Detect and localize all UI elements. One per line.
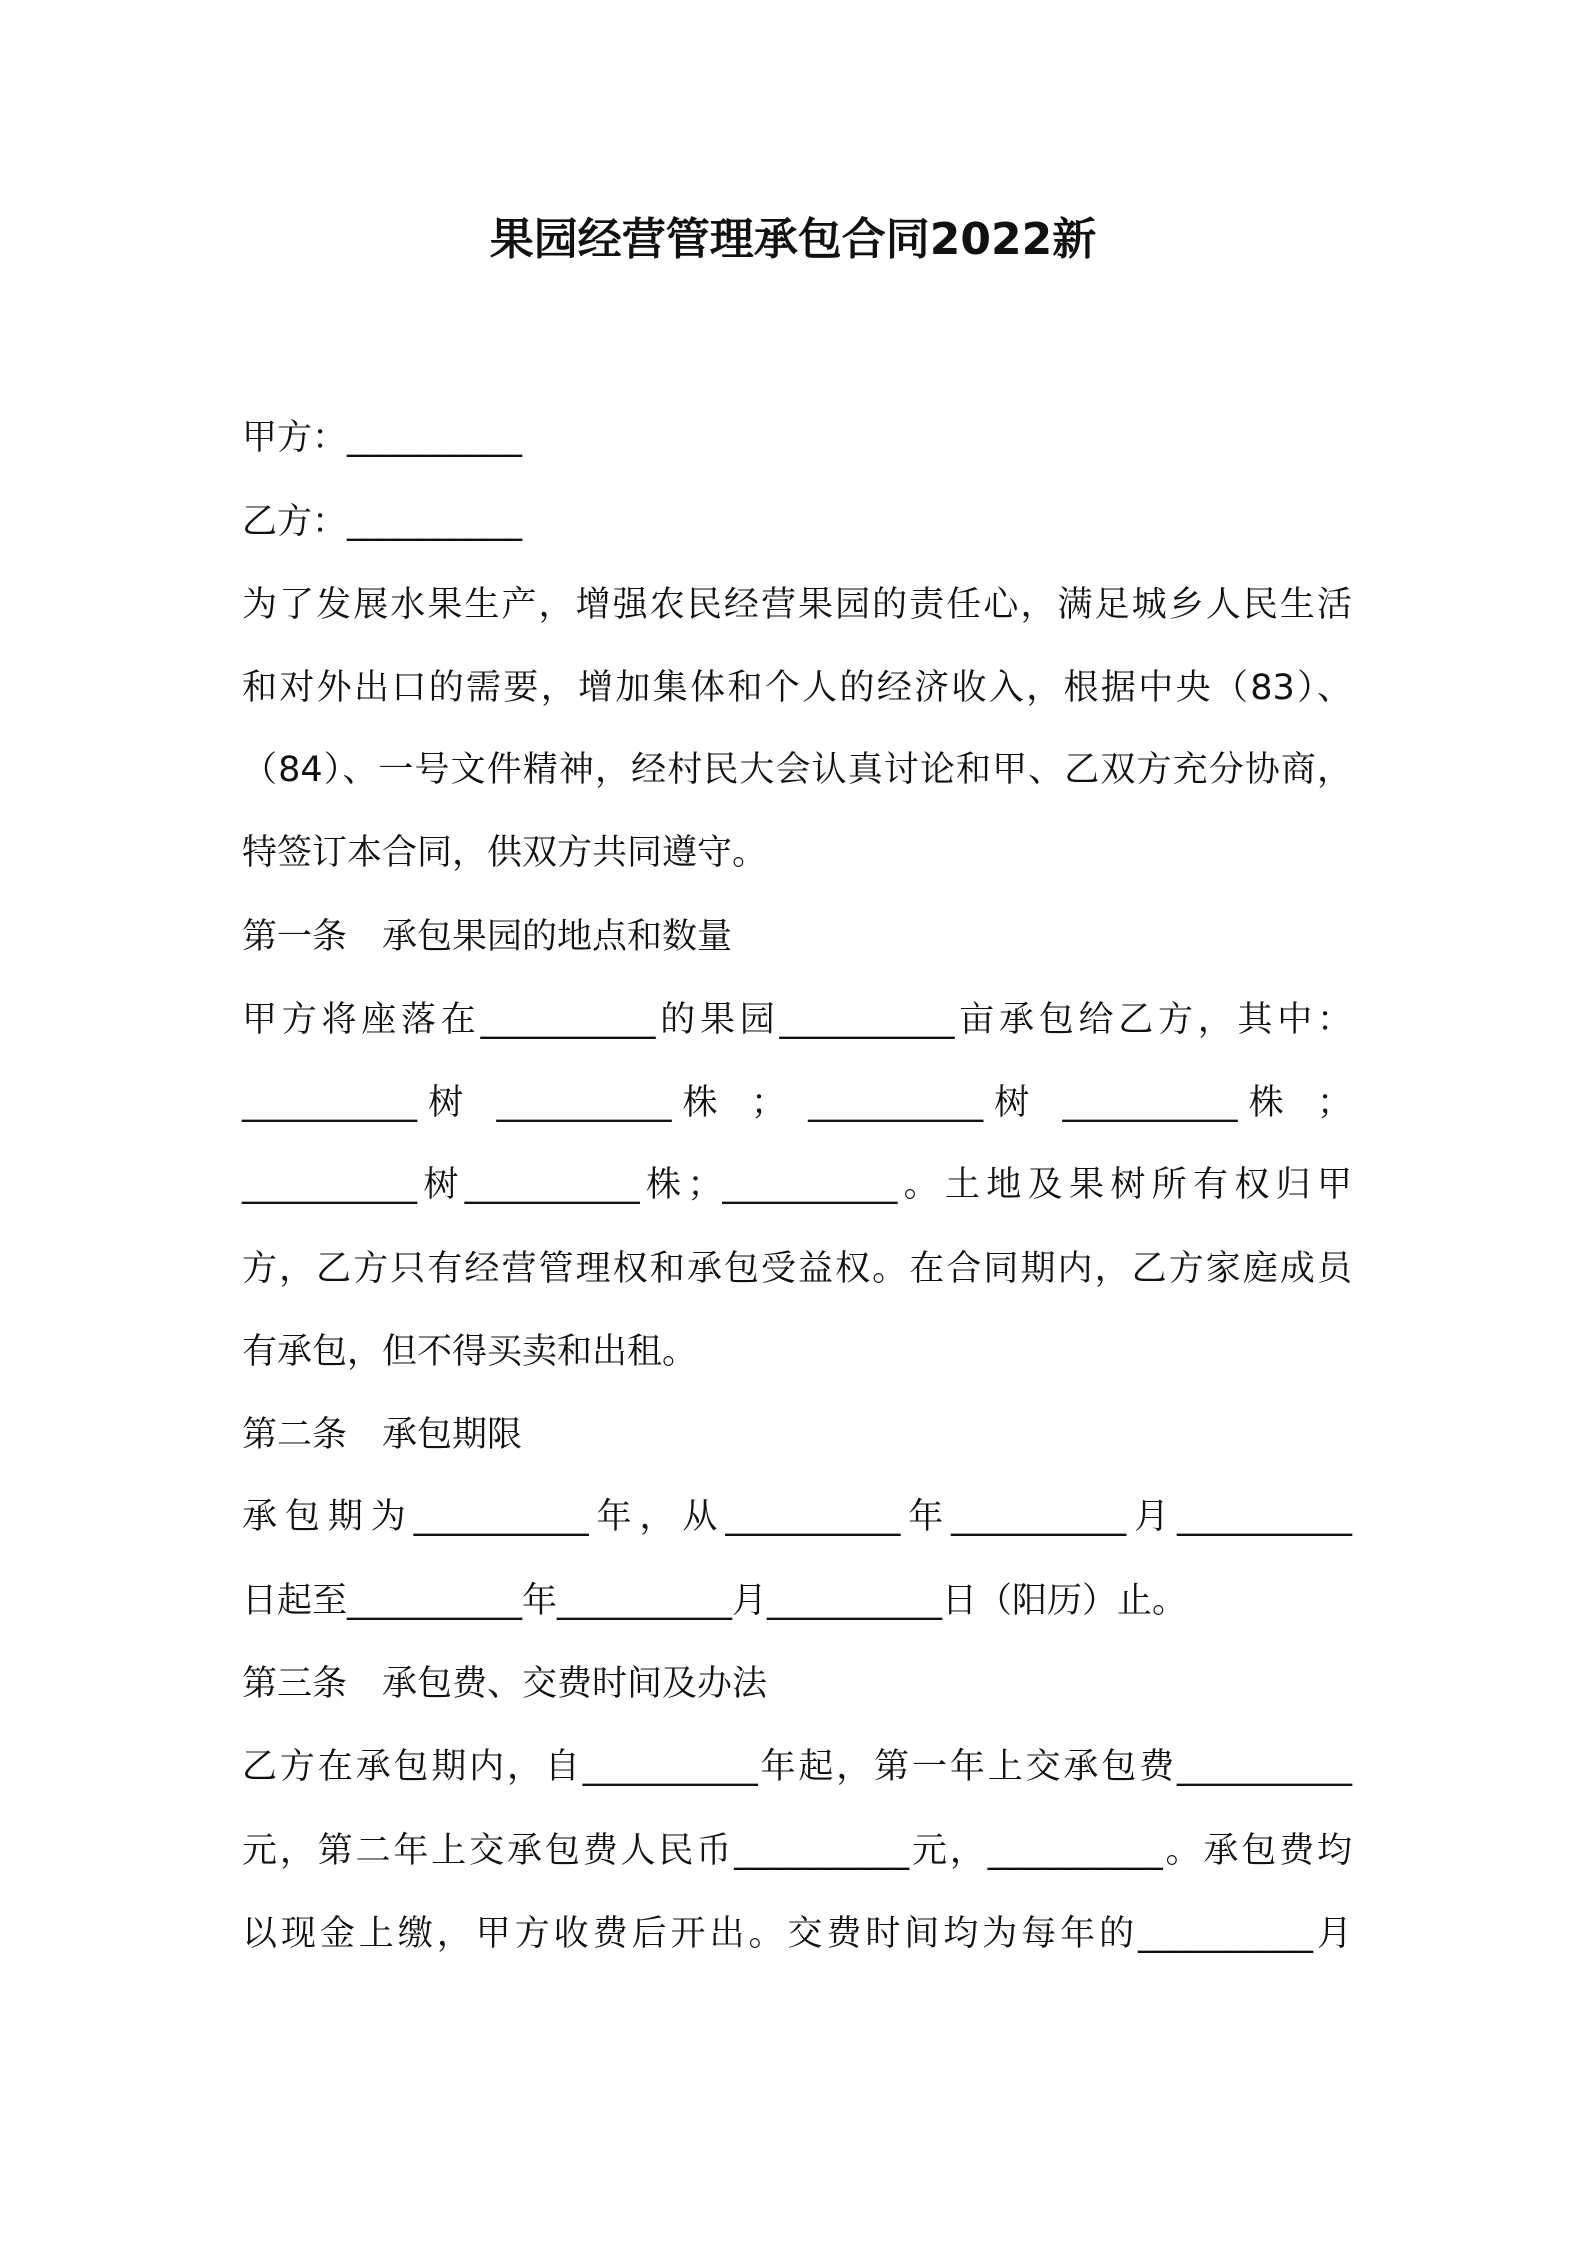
article-1-line: 甲方将座落在__________的果园__________亩承包给乙方，其中：	[242, 1000, 1352, 1040]
preamble-line: （84）、一号文件精神，经村民大会认真讨论和甲、乙双方充分协商，	[242, 750, 1352, 790]
preamble-line: 特签订本合同，供双方共同遵守。	[242, 833, 768, 873]
article-3-line: 乙方在承包期内，自__________年起，第一年上交承包费__________	[242, 1747, 1352, 1787]
article-2-line: 日起至__________年__________月__________日（阳历）止。	[242, 1581, 1188, 1621]
article-1-line: __________树 __________株 ； __________树 __________株 ；	[242, 1083, 1352, 1123]
article-2-heading: 第二条 承包期限	[242, 1415, 523, 1455]
article-3-line: 以现金上缴，甲方收费后开出。交费时间均为每年的__________月	[242, 1914, 1352, 1954]
article-1-heading: 第一条 承包果园的地点和数量	[242, 917, 733, 957]
preamble-line: 为了发展水果生产，增强农民经营果园的责任心，满足城乡人民生活	[242, 585, 1352, 625]
article-2-line: 承包期为__________年，从__________年__________月__________	[242, 1497, 1352, 1537]
article-3-line: 元，第二年上交承包费人民币__________元，__________。承包费均	[242, 1831, 1352, 1871]
article-1-line: 有承包，但不得买卖和出租。	[242, 1332, 698, 1372]
document-title: 果园经营管理承包合同2022新	[489, 214, 1097, 265]
article-1-line: __________树__________株；__________。土地及果树所有权归甲	[242, 1165, 1352, 1205]
article-1-line: 方，乙方只有经营管理权和承包受益权。在合同期内，乙方家庭成员	[242, 1249, 1352, 1289]
party-a-line: 甲方：__________	[242, 418, 523, 458]
preamble-line: 和对外出口的需要，增加集体和个人的经济收入，根据中央（83）、	[242, 668, 1352, 708]
party-b-line: 乙方：__________	[242, 502, 523, 542]
article-3-heading: 第三条 承包费、交费时间及办法	[242, 1664, 768, 1704]
